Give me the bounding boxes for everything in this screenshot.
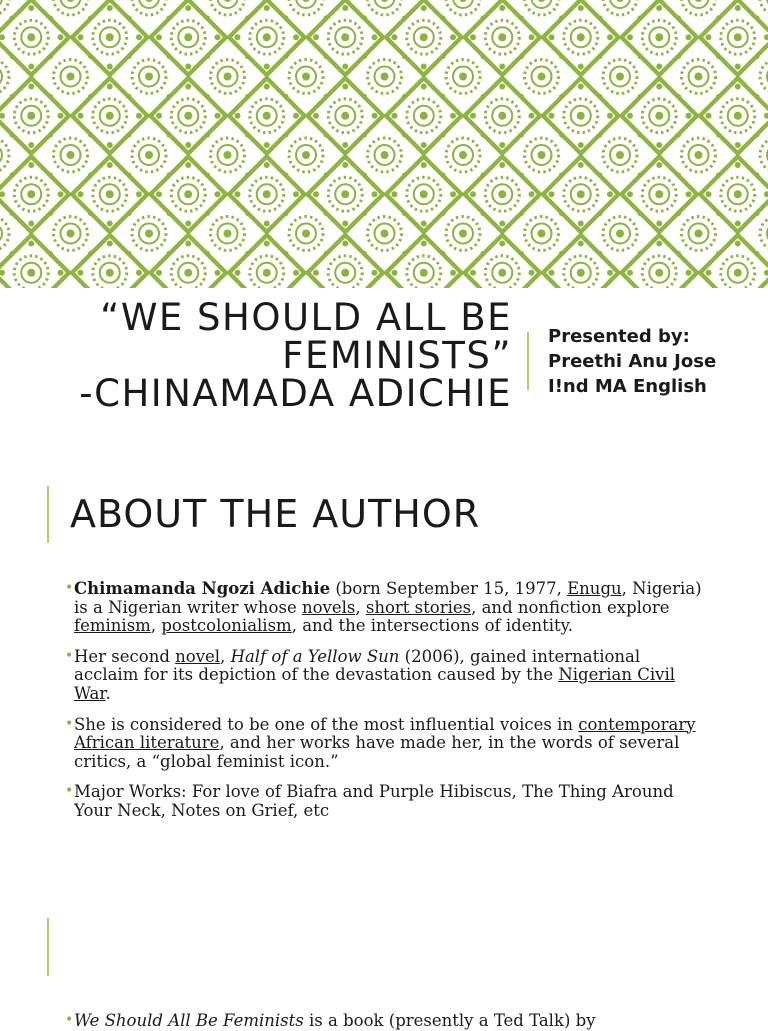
bullet-icon: • — [65, 580, 74, 596]
bullet-icon: • — [65, 715, 74, 732]
bullet-icon: • — [65, 647, 74, 664]
link-nigerian-civil-war[interactable]: Nigerian Civil War — [74, 665, 676, 703]
text: , and her works have made her, in the words of several critics, a “global feminist icon.” — [74, 733, 680, 771]
decorative-pattern-banner — [0, 0, 768, 288]
text: , — [220, 646, 231, 666]
list-item — [66, 580, 706, 636]
link-enugu[interactable]: Enugu — [567, 579, 622, 598]
title-line-1: “WE SHOULD ALL BE — [100, 296, 512, 339]
section-heading: ABOUT THE AUTHOR — [70, 492, 481, 536]
text: , and the intersections of identity. — [291, 616, 574, 636]
presenter-info — [548, 324, 716, 399]
title-divider — [527, 332, 529, 390]
section-divider-2 — [47, 918, 49, 976]
bullet-icon: • — [65, 783, 74, 800]
list-item — [66, 648, 706, 704]
presenter-label: Presented by: — [548, 326, 690, 347]
author-name: Chimamanda Ngozi Adichie — [74, 579, 331, 598]
link-short-stories[interactable]: short stories — [365, 597, 472, 617]
book-title: We Should All Be Feminists — [74, 1011, 304, 1030]
text: . — [105, 683, 111, 703]
list-item — [66, 1012, 706, 1031]
list-item — [66, 783, 706, 820]
link-feminism[interactable]: feminism — [74, 616, 151, 636]
text: is a book (presently a Ted Talk) by — [303, 1011, 596, 1030]
text: (2006), gained international acclaim for its depiction of the devastation caused by the — [74, 646, 641, 685]
text: , Nigeria) is a Nigerian writer whose — [74, 579, 702, 617]
text: Major Works: For love of Biafra and Purple Hibiscus, The Thing Around Your Neck, Notes on Grief, etc — [74, 782, 674, 820]
text: She is considered to be one of the most influential voices in — [74, 714, 579, 734]
book-bullet-list — [66, 1012, 706, 1031]
link-postcolonialism[interactable]: postcolonialism — [161, 616, 292, 636]
link-novels[interactable]: novels — [301, 597, 356, 617]
text: Her second — [74, 646, 176, 666]
link-contemporary[interactable]: contemporary — [578, 714, 696, 734]
list-item — [66, 716, 706, 772]
presenter-name: Preethi Anu Jose — [548, 351, 717, 372]
text: , — [355, 597, 366, 617]
section-divider — [47, 486, 49, 543]
slide-title — [30, 296, 512, 415]
text: (born September 15, 1977, — [330, 579, 568, 598]
title-line-3: -CHINAMADA ADICHIE — [79, 372, 512, 415]
link-novel[interactable]: novel — [175, 646, 221, 666]
bullet-icon: • — [65, 1012, 74, 1028]
presenter-class: I!nd MA English — [548, 376, 707, 397]
book-title: Half of a Yellow Sun — [230, 646, 400, 666]
title-line-2: FEMINISTS” — [282, 334, 512, 377]
text: , — [150, 616, 162, 636]
text: , and nonfiction explore — [471, 597, 670, 617]
link-african-literature[interactable]: African literature — [74, 733, 220, 753]
author-bullet-list — [66, 580, 706, 833]
